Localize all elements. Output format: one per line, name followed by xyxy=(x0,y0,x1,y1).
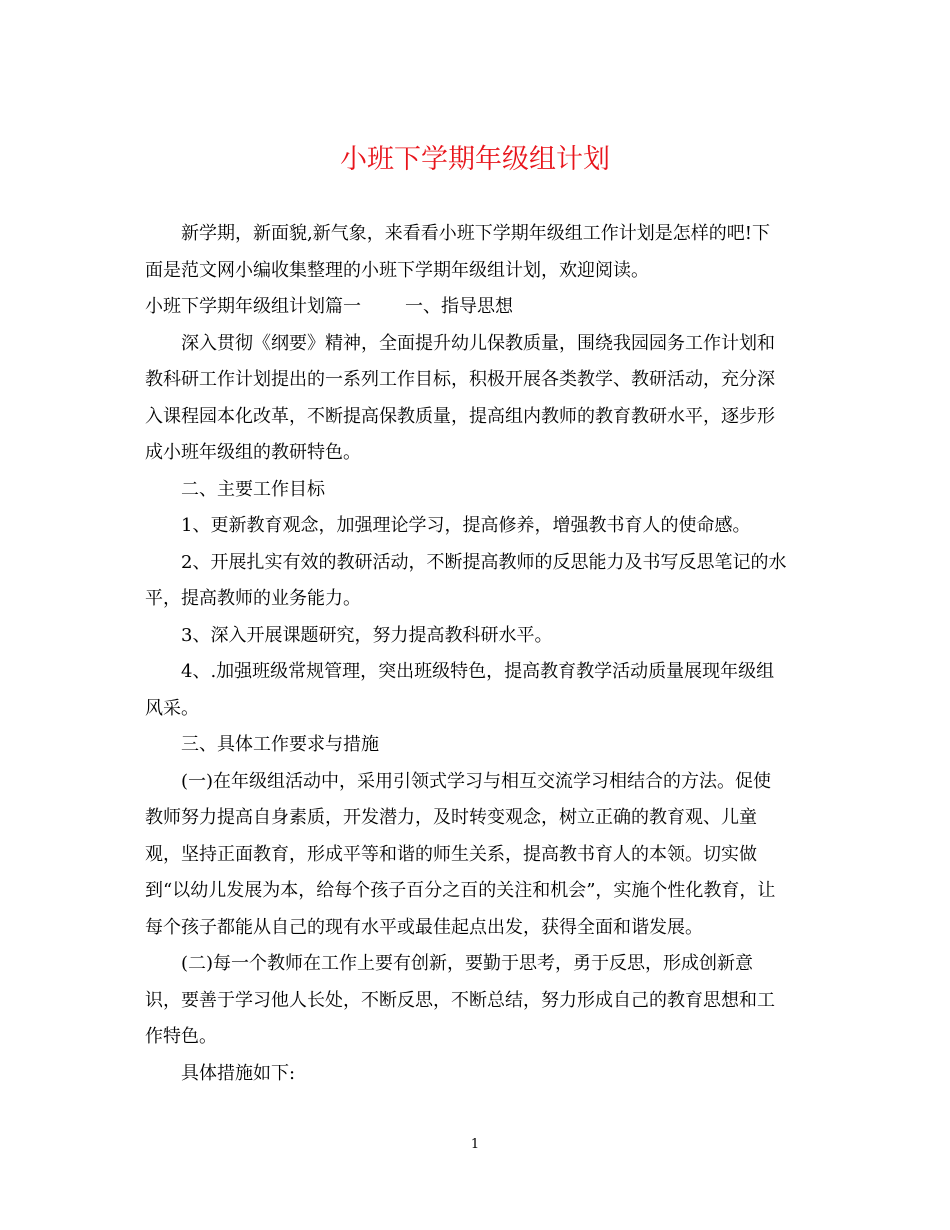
text-line: 4、.加强班级常规管理，突出班级特色，提高教育教学活动质量展现年级组 xyxy=(181,661,775,682)
text-line: 作特色。 xyxy=(145,1026,217,1047)
text-line: 1、更新教育观念，加强理论学习，提高修养，增强教书育人的使命感。 xyxy=(181,515,751,536)
text-line: 3、深入开展课题研究，努力提高教科研水平。 xyxy=(181,624,553,646)
text-line: 识，要善于学习他人长处，不断反思，不断总结，努力形成自己的教育思想和工 xyxy=(145,989,775,1011)
text-line: 三、具体工作要求与措施 xyxy=(181,734,379,755)
goal-1 xyxy=(145,508,810,545)
measure-2 xyxy=(145,946,810,1056)
text-line: 每个孩子都能从自己的现有水平或最佳起点出发，获得全面和谐发展。 xyxy=(145,916,703,938)
text-line: 风采。 xyxy=(145,697,199,719)
section-heading xyxy=(145,289,810,326)
text-line: 二、主要工作目标 xyxy=(181,478,325,500)
specific-measures-label xyxy=(145,1056,810,1093)
text-line: 新学期，新面貌,新气象，来看看小班下学期年级组工作计划是怎样的吧!下 xyxy=(181,223,770,244)
document-title: 小班下学期年级组计划 xyxy=(340,144,610,175)
text-line: (一)在年级组活动中，采用引领式学习与相互交流学习相结合的方法。促使 xyxy=(181,770,772,792)
section-heading-left: 小班下学期年级组计划篇一 xyxy=(145,296,361,317)
page-number: 1 xyxy=(470,1137,480,1152)
text-line: 教科研工作计划提出的一系列工作目标，积极开展各类教学、教研活动，充分深 xyxy=(145,369,775,390)
text-line: 深入贯彻《纲要》精神，全面提升幼儿保教质量，围绕我园园务工作计划和 xyxy=(181,332,775,354)
goal-4 xyxy=(145,654,810,727)
goal-2 xyxy=(145,545,810,618)
text-line: 2、开展扎实有效的教研活动，不断提高教师的反思能力及书写反思笔记的水 xyxy=(181,551,787,573)
text-line: 成小班年级组的教研特色。 xyxy=(145,442,361,463)
measures-heading xyxy=(145,727,810,764)
guiding-paragraph xyxy=(145,326,810,472)
text-line: 到“以幼儿发展为本，给每个孩子百分之百的关注和机会”，实施个性化教育，让 xyxy=(145,880,776,901)
measure-1 xyxy=(145,764,810,947)
text-line: (二)每一个教师在工作上要有创新，要勤于思考，勇于反思，形成创新意 xyxy=(181,953,754,974)
text-line: 面是范文网小编收集整理的小班下学期年级组计划，欢迎阅读。 xyxy=(145,259,649,281)
document-body xyxy=(145,216,810,1092)
text-line: 入课程园本化改革，不断提高保教质量，提高组内教师的教育教研水平，逐步形 xyxy=(145,405,775,427)
goal-3 xyxy=(145,618,810,655)
intro-paragraph xyxy=(145,216,810,289)
text-line: 平，提高教师的业务能力。 xyxy=(145,588,361,609)
text-line: 观，坚持正面教育，形成平等和谐的师生关系，提高教书育人的本领。切实做 xyxy=(145,843,757,865)
goals-heading xyxy=(145,472,810,509)
section-heading-right: 一、指导思想 xyxy=(405,296,513,317)
section-heading-line xyxy=(145,289,810,326)
text-line: 具体措施如下: xyxy=(181,1062,296,1084)
text-line: 教师努力提高自身素质，开发潜力，及时转变观念，树立正确的教育观、儿童 xyxy=(145,807,757,828)
